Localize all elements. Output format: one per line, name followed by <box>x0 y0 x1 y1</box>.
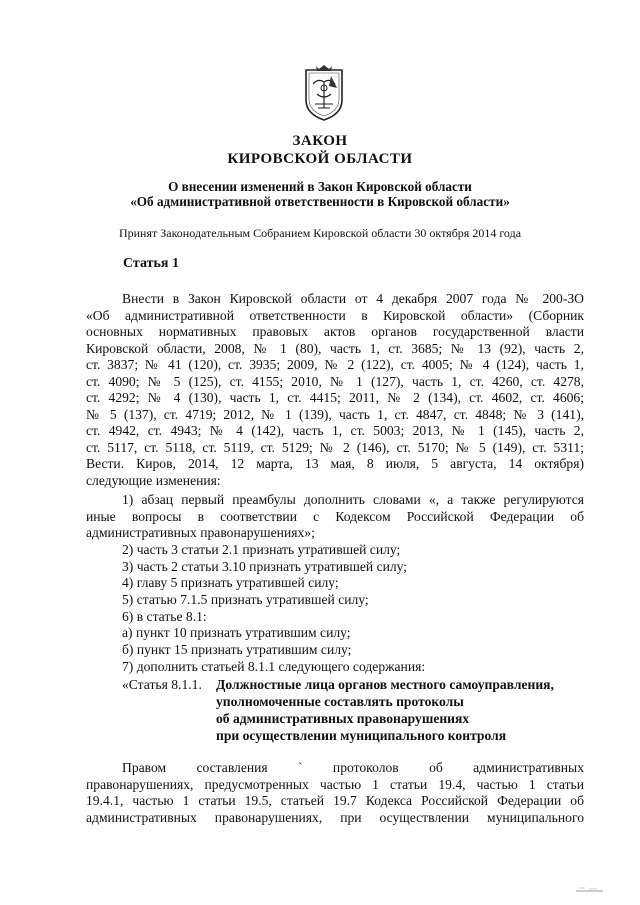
new-article-number: «Статья 8.1.1. <box>122 677 202 692</box>
amendment-item: 6) в статье 8.1: <box>122 609 207 624</box>
new-article-title-line: уполномоченные составлять протоколы <box>216 694 464 709</box>
paragraph-line: административных правонарушениях»; <box>86 525 315 540</box>
paragraph-line: 19.4.1, частью 1 статьи 19.5, статьей 19.7 Кодекса Российской Федерации об <box>86 793 584 808</box>
paragraph-line: № 5 (137), ст. 4719; 2012, № 1 (139), часть 1, ст. 4847, ст. 4848; № 3 (141), <box>86 406 584 422</box>
law-subject-line1: О внесении изменений в Закон Кировской области <box>168 179 472 194</box>
paragraph-line: ст. 4942, ст. 4943; № 4 (142), часть 1, ст. 5003; 2013, № 1 (145), часть 2, <box>86 423 584 438</box>
amendment-item: 5) статью 7.1.5 признать утратившей силу; <box>122 592 369 607</box>
document-title-line2: КИРОВСКОЙ ОБЛАСТИ <box>227 151 413 167</box>
paragraph-line: ст. 5117, ст. 5118, ст. 5119, ст. 5129; № 2 (146), ст. 5170; № 5 (149), ст. 5311; <box>86 439 584 455</box>
paragraph-line: ст. 3837; № 41 (120), ст. 3935; 2009, № 2 (122), ст. 4005; № 4 (124), часть 1, <box>86 357 584 372</box>
paragraph-line: административных правонарушениях, при осуществлении муниципального <box>86 809 584 825</box>
amendment-item: б) пункт 15 признать утратившим силу; <box>122 642 352 657</box>
paragraph-line: Кировской области, 2008, № 1 (80), часть 1, ст. 3685; № 13 (92), часть 2, <box>86 340 584 356</box>
article-intro-paragraph <box>86 291 584 489</box>
paragraph-line: «Об административной ответственности в Кировской области» (Сборник <box>86 307 584 323</box>
amendment-item: 7) дополнить статьей 8.1.1 следующего содержания: <box>122 659 426 674</box>
article-heading: Статья 1 <box>123 256 179 271</box>
adoption-statement: Принят Законодательным Собранием Кировской области 30 октября 2014 года <box>118 226 522 240</box>
law-subject-line2: «Об административной ответственности в Кировской области» <box>130 194 510 209</box>
amendment-item: 3) часть 2 статьи 3.10 признать утратившей силу; <box>122 559 408 574</box>
new-article-title-line: об административных правонарушениях <box>216 711 470 726</box>
new-article-body <box>86 760 584 826</box>
coat-of-arms-emblem <box>303 64 345 122</box>
new-article-title-line: при осуществлении муниципального контроля <box>216 728 507 743</box>
amendment-item-1 <box>86 492 584 542</box>
amendment-item: 4) главу 5 признать утратившей силу; <box>122 575 339 590</box>
paragraph-line: Вести. Киров, 2014, 12 марта, 13 мая, 8 июля, 5 августа, 14 октября) <box>86 456 584 471</box>
paragraph-line: основных нормативных правовых актов органов государственной власти <box>86 324 584 339</box>
new-article-title-line: Должностные лица органов местного самоуправления, <box>216 677 554 692</box>
paragraph-line: Правом составления ` протоколов об административных <box>122 760 584 775</box>
document-title-line1: ЗАКОН <box>292 133 348 149</box>
paragraph-line: ст. 4090; № 5 (125), ст. 4155; 2010, № 1 (127), часть 1, ст. 4260, ст. 4278, <box>86 373 584 389</box>
amendment-item: 2) часть 3 статьи 2.1 признать утратившей силу; <box>122 542 401 557</box>
amendment-item: а) пункт 10 признать утратившим силу; <box>122 625 351 640</box>
paragraph-line: следующие изменения: <box>86 472 221 488</box>
paragraph-line: Внести в Закон Кировской области от 4 декабря 2007 года № 200-ЗО <box>122 291 584 306</box>
paragraph-line: 1) абзац первый преамбулы дополнить словами «, а также регулируются <box>122 492 584 507</box>
paragraph-line: ст. 4292; № 4 (130), часть 1, ст. 4415; 2011, № 2 (134), ст. 4602, ст. 4606; <box>86 390 584 405</box>
scan-mark <box>575 883 605 893</box>
paragraph-line: правонарушениях, предусмотренных частью 1 статьи 19.4, частью 1 статьи <box>86 776 584 792</box>
paragraph-line: иные вопросы в соответствии с Кодексом Российской Федерации об <box>86 508 584 524</box>
